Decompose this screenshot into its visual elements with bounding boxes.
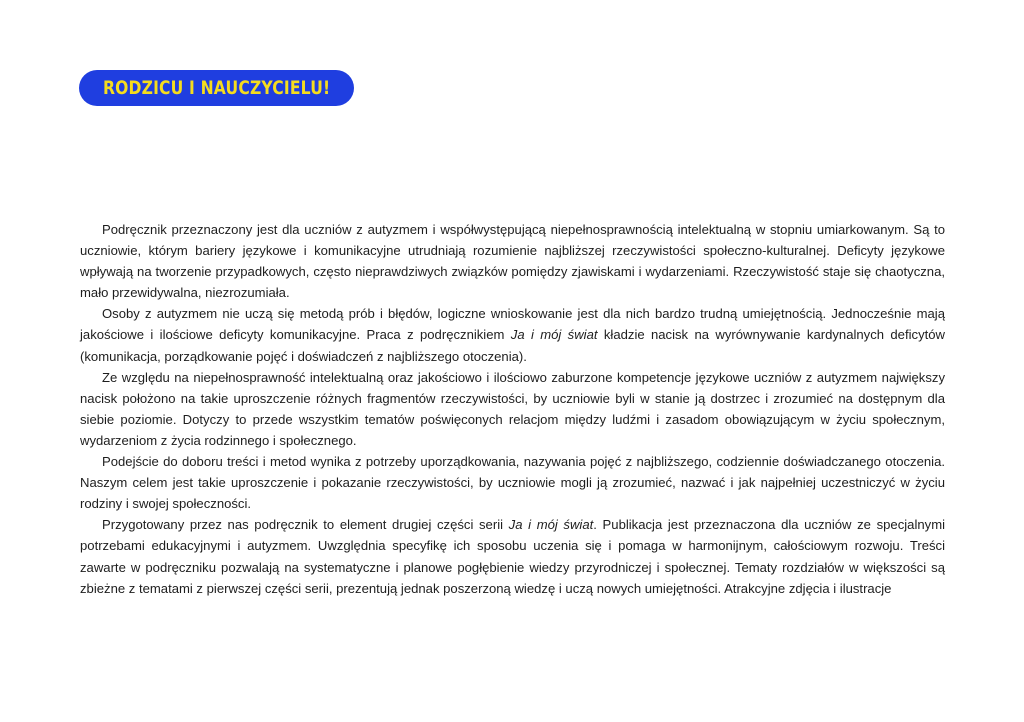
series-title: Ja i mój świat [508,517,594,533]
paragraph-5-text-b: . Publikacja jest przeznaczona dla uczniów ze specjalnymi potrzebami edukacyjnymi i autyzmem. Uwzględnia specyfikę ich sposobu uczenia się i pomaga w harmonijnym, całościowym rozwoju. Treści zawarte w podręczniku pozwalają na systematyczne i planowe pogłębienie wiedzy przyrodniczej i społecznej. Tematy rozdziałów w większości są zbieżne z tematami z pierwszej części serii, prezentują jednak poszerzoną wiedzę i uczą nowych umiejętności. Atrakcyjne zdjęcia i ilustracje [80,517,946,596]
paragraph-3-text: Ze względu na niepełnosprawność intelektualną oraz jakościowo i ilościowo zaburzone kompetencje językowe uczniów z autyzmem największy nacisk położono na takie uproszczenie różnych fragmentów rzeczywistości, by uczniowie byli w stanie ją dostrzec i zrozumieć na dostępnym dla siebie poziomie. Dotyczy to przede wszystkim tematów poświęconych relacjom między ludźmi i zasadom obowiązującym w życiu społecznym, wydarzeniom z życia rodzinnego i społecznego. [80,369,945,448]
paragraph-5 [80,514,945,598]
paragraph-2-text-a: Osoby z autyzmem nie uczą się metodą prób i błędów, logiczne wnioskowanie jest dla nich bardzo trudną umiejętnością. Jednocześnie mają jakościowe i ilościowe deficyty komunikacyjne. Praca z podręcznikiem [80,306,945,343]
paragraph-3 [80,367,945,451]
paragraph-4 [80,451,945,514]
heading-badge [79,70,354,106]
paragraph-4-text: Podejście do doboru treści i metod wynika z potrzeby uporządkowania, nazywania pojęć z najbliższego, codziennie doświadczanego otoczenia. Naszym celem jest takie uproszczenie i pokazanie rzeczywistości, by uczniowie mogli ją zrozumieć, nazwać i jak najpełniej uczestniczyć w życiu rodziny i swojej społeczności. [80,454,945,512]
paragraph-2-text-b: kładzie nacisk na wyrównywanie kardynalnych deficytów (komunikacja, porządkowanie pojęć i doświadczeń z najbliższego otoczenia). [80,327,945,364]
series-title: Ja i mój świat [510,327,598,343]
paragraph-2 [80,303,945,366]
paragraph-1 [80,219,945,303]
paragraph-5-text-a: Przygotowany przez nas podręcznik to element drugiej części serii [102,517,509,533]
body-text [80,219,945,599]
paragraph-1-text: Podręcznik przeznaczony jest dla uczniów z autyzmem i współwystępującą niepełnosprawnością intelektualną w stopniu umiarkowanym. Są to uczniowie, którym bariery językowe i komunikacyjne utrudniają rozumienie najbliższej rzeczywistości społeczno-kulturalnej. Deficyty językowe wpływają na tworzenie przypadkowych, często nieprawdziwych związków pomiędzy zjawiskami i wydarzeniami. Rzeczywistość staje się chaotyczna, mało przewidywalna, niezrozumiała. [80,222,945,301]
page-title: RODZICU I NAUCZYCIELU! [102,77,331,99]
